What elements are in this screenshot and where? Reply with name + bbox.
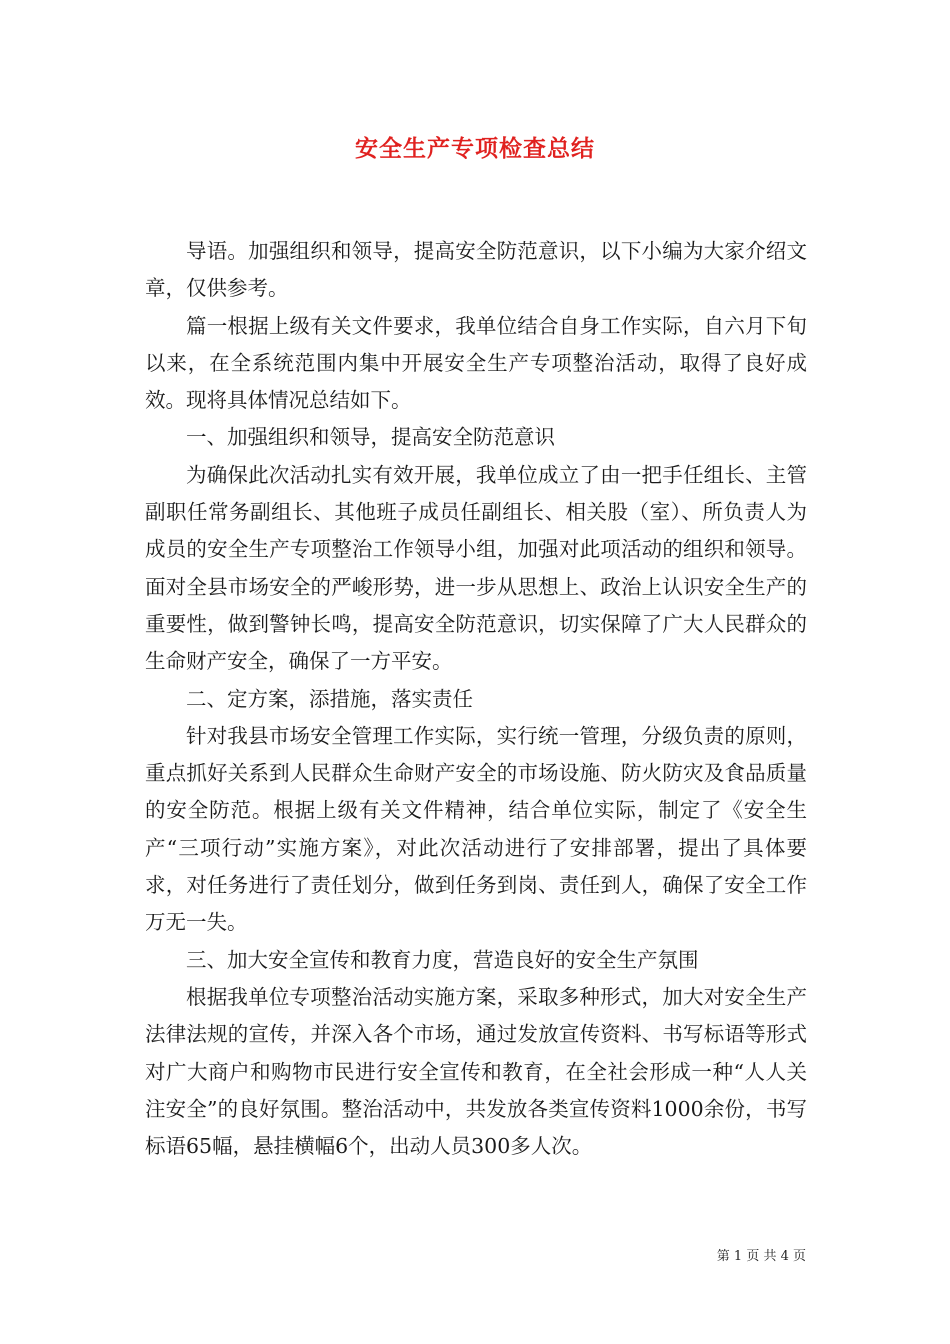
paragraph-intro: 导语。加强组织和领导，提高安全防范意识，以下小编为大家介绍文章，仅供参考。 (145, 239, 807, 301)
document-title: 安全生产专项检查总结 (355, 135, 595, 162)
paragraph-section-2: 针对我县市场安全管理工作实际，实行统一管理，分级负责的原则，重点抓好关系到人民群众生命财产安全的市场设施、防火防灾及食品质量的安全防范。根据上级有关文件精神，结合单位实际，制定了《安全生产“三项行动”实施方案》，对此次活动进行了安排部署，提出了具体要求，对任务进行了责任划分，做到任务到岗、责任到人，确保了安全工作万无一失。 (145, 723, 807, 935)
section-heading-1: 一、加强组织和领导，提高安全防范意识 (186, 425, 555, 450)
document-body (145, 233, 807, 1165)
paragraph-section-3: 根据我单位专项整治活动实施方案，采取多种形式，加大对安全生产法律法规的宣传，并深入各个市场，通过发放宣传资料、书写标语等形式对广大商户和购物市民进行安全宣传和教育，在全社会形成一种“人人关注安全”的良好氛围。整治活动中，共发放各类宣传资料1000余份，书写标语65幅，悬挂横幅6个，出动人员300多人次。 (145, 984, 807, 1159)
section-heading-3: 三、加大安全宣传和教育力度，营造良好的安全生产氛围 (186, 947, 699, 972)
paragraph-section-1: 为确保此次活动扎实有效开展，我单位成立了由一把手任组长、主管副职任常务副组长、其他班子成员任副组长、相关股（室）、所负责人为成员的安全生产专项整治工作领导小组，加强对此项活动的组织和领导。面对全县市场安全的严峻形势，进一步从思想上、政治上认识安全生产的重要性，做到警钟长鸣，提高安全防范意识，切实保障了广大人民群众的生命财产安全，确保了一方平安。 (145, 462, 807, 674)
page-number-footer: 第 1 页 共 4 页 (716, 1249, 806, 1264)
section-heading-2: 二、定方案，添措施，落实责任 (186, 686, 473, 711)
paragraph-opening: 篇一根据上级有关文件要求，我单位结合自身工作实际，自六月下旬以来，在全系统范围内集中开展安全生产专项整治活动，取得了良好成效。现将具体情况总结如下。 (145, 313, 807, 413)
